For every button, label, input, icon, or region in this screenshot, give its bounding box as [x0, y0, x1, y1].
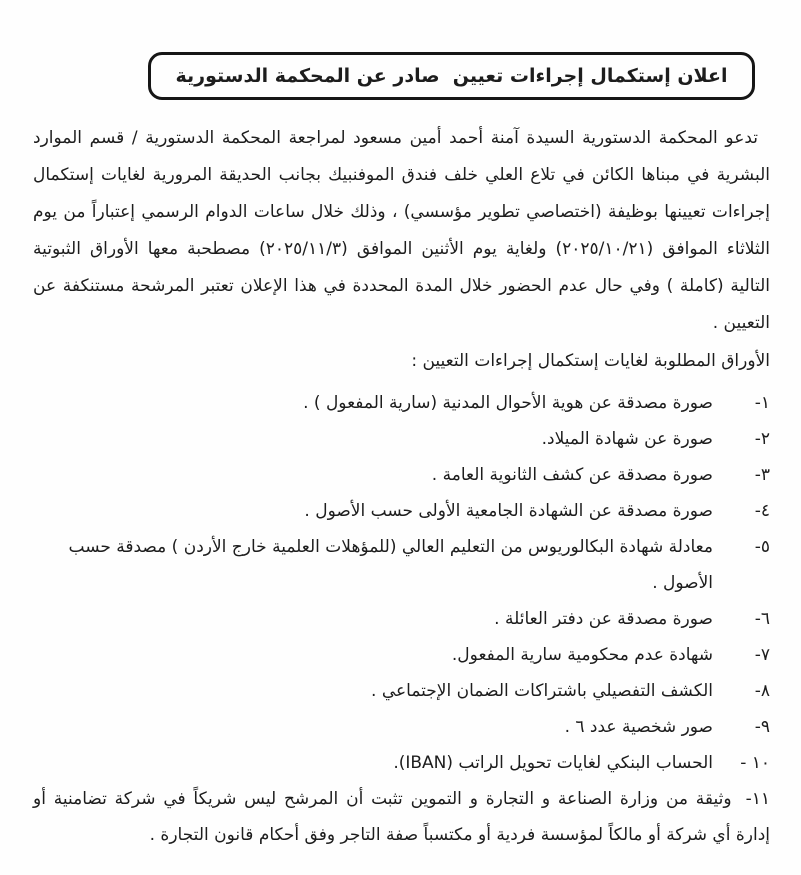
item-text: الكشف التفصيلي باشتراكات الضمان الإجتماعي .	[371, 681, 713, 701]
item-number: ٨-	[754, 681, 770, 701]
item-text: صورة مصدقة عن الشهادة الجامعية الأولى حسب الأصول .	[304, 501, 713, 521]
item-text: وثيقة من وزارة الصناعة و التجارة و التموين تثبت أن المرشح ليس شريكاً في شركة تضامنية أو إدارة أي شركة أو مالكاً لمؤسسة فردية أو مكتسباً صفة التاجر وفق أحكام قانون التجارة .	[33, 789, 770, 845]
list-item	[33, 673, 770, 709]
list-heading: الأوراق المطلوبة لغايات إستكمال إجراءات التعيين :	[411, 351, 770, 371]
item-text: صورة عن شهادة الميلاد.	[541, 429, 713, 449]
item-number: ٥-	[754, 537, 770, 557]
document-body	[33, 120, 770, 853]
item-number: ١٠ -	[740, 753, 770, 773]
item-number: ٩-	[754, 717, 770, 737]
page-title: اعلان إستكمال إجراءات تعيين صادر عن المحكمة الدستورية	[175, 65, 728, 87]
intro-paragraph: تدعو المحكمة الدستورية السيدة آمنة أحمد أمين مسعود لمراجعة المحكمة الدستورية / قسم الموارد البشرية في مبناها الكائن في تلاع العلي خلف فندق الموفنبيك بجانب الحديقة المرورية لغايات إستكمال إجراءات تعيينها بوظيفة (اختصاصي تطوير مؤسسي) ، وذلك خلال ساعات الدوام الرسمي إعتباراً من يوم الثلاثاء الموافق (٢٠٢٥/١٠/٢١) ولغاية يوم الأثنين الموافق (٢٠٢٥/١١/٣) مصطحبة معها الأوراق الثبوتية التالية (كاملة ) وفي حال عدم الحضور خلال المدة المحددة في هذا الإعلان تعتبر المرشحة مستنكفة عن التعيين .	[33, 128, 770, 333]
title-box	[148, 52, 755, 100]
list-item	[33, 457, 770, 493]
item-number: ٧-	[754, 645, 770, 665]
list-item	[33, 421, 770, 457]
item-text: صورة مصدقة عن هوية الأحوال المدنية (سارية المفعول ) .	[303, 393, 713, 413]
item-number: ٤-	[754, 501, 770, 521]
item-text: شهادة عدم محكومية سارية المفعول.	[451, 645, 713, 665]
list-item	[33, 493, 770, 529]
list-item	[33, 709, 770, 745]
list-item	[33, 637, 770, 673]
item-text: معادلة شهادة البكالوريوس من التعليم العالي (للمؤهلات العلمية خارج الأردن ) مصدقة حسب الأصول .	[68, 537, 713, 593]
item-text: الحساب البنكي لغايات تحويل الراتب (IBAN).	[393, 753, 713, 773]
list-item	[33, 601, 770, 637]
list-item	[33, 529, 770, 601]
list-item	[33, 781, 770, 853]
item-number: ٢-	[754, 429, 770, 449]
required-documents-list	[33, 385, 770, 853]
item-text: صورة مصدقة عن دفتر العائلة .	[494, 609, 713, 629]
item-text: صور شخصية عدد ٦ .	[564, 717, 713, 737]
item-number: ٦-	[754, 609, 770, 629]
list-item	[33, 385, 770, 421]
item-text: صورة مصدقة عن كشف الثانوية العامة .	[431, 465, 713, 485]
list-item	[33, 745, 770, 781]
item-number: ١-	[754, 393, 770, 413]
item-number: ١١-	[745, 789, 770, 809]
item-number: ٣-	[754, 465, 770, 485]
